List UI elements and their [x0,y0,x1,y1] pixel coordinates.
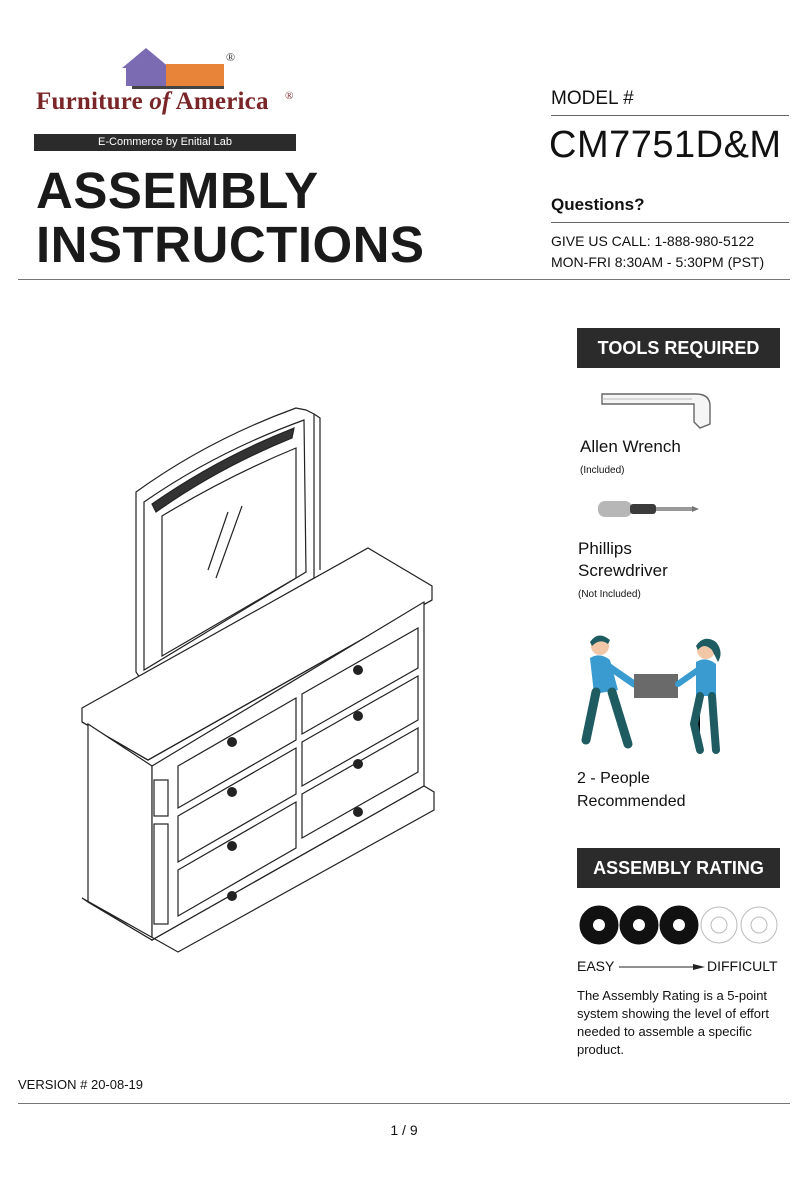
questions-heading: Questions? [551,195,645,214]
header-divider [18,279,790,280]
title-instructions: INSTRUCTIONS [36,216,425,273]
business-hours: MON-FRI 8:30AM - 5:30PM (PST) [551,254,765,270]
allen-wrench-icon [600,388,712,430]
logo-registered-mark: ® [226,50,236,64]
rating-difficult-label: DIFFICULT [707,958,778,974]
questions-divider [551,222,789,223]
rating-dot-center [711,917,727,933]
rating-easy-label: EASY [577,958,615,974]
version-number: VERSION # 20-08-19 [18,1077,144,1092]
model-label: MODEL # [551,88,634,109]
allen-wrench-label: Allen Wrench [580,437,681,456]
title-assembly: ASSEMBLY [36,162,319,219]
rating-description: The Assembly Rating is a 5-point system showing the level of effort needed to assemble a specific product. [577,988,769,1057]
dresser-mirror-illustration [78,400,444,960]
assembly-rating-heading: ASSEMBLY RATING [577,848,780,888]
screwdriver-note: (Not Included) [578,589,641,600]
rating-dot-center [593,919,605,931]
rating-dot-center [633,919,645,931]
screwdriver-icon [596,498,700,520]
two-people-carrying-icon [578,632,732,756]
rating-dot-center [673,919,685,931]
brand-name: Furniture of America [36,88,269,115]
screwdriver-label: Phillips Screwdriver [578,539,668,580]
brand-registered-mark: ® [285,90,294,102]
rating-scale-arrow-icon [617,960,707,974]
footer-divider [18,1103,790,1104]
model-divider [551,115,789,116]
phone-number: GIVE US CALL: 1-888-980-5122 [551,233,755,249]
tools-required-heading: TOOLS REQUIRED [577,328,780,368]
page-number: 1 / 9 [390,1122,418,1138]
model-number: CM7751D&M [549,124,782,166]
logo-house-icon [118,46,230,92]
people-recommended-label: 2 - People Recommended [577,770,686,810]
assembly-rating-dots [578,904,780,946]
brand-tagline: E-Commerce by Enitial Lab [34,134,296,151]
allen-wrench-note: (Included) [580,465,625,476]
rating-dot-center [751,917,767,933]
